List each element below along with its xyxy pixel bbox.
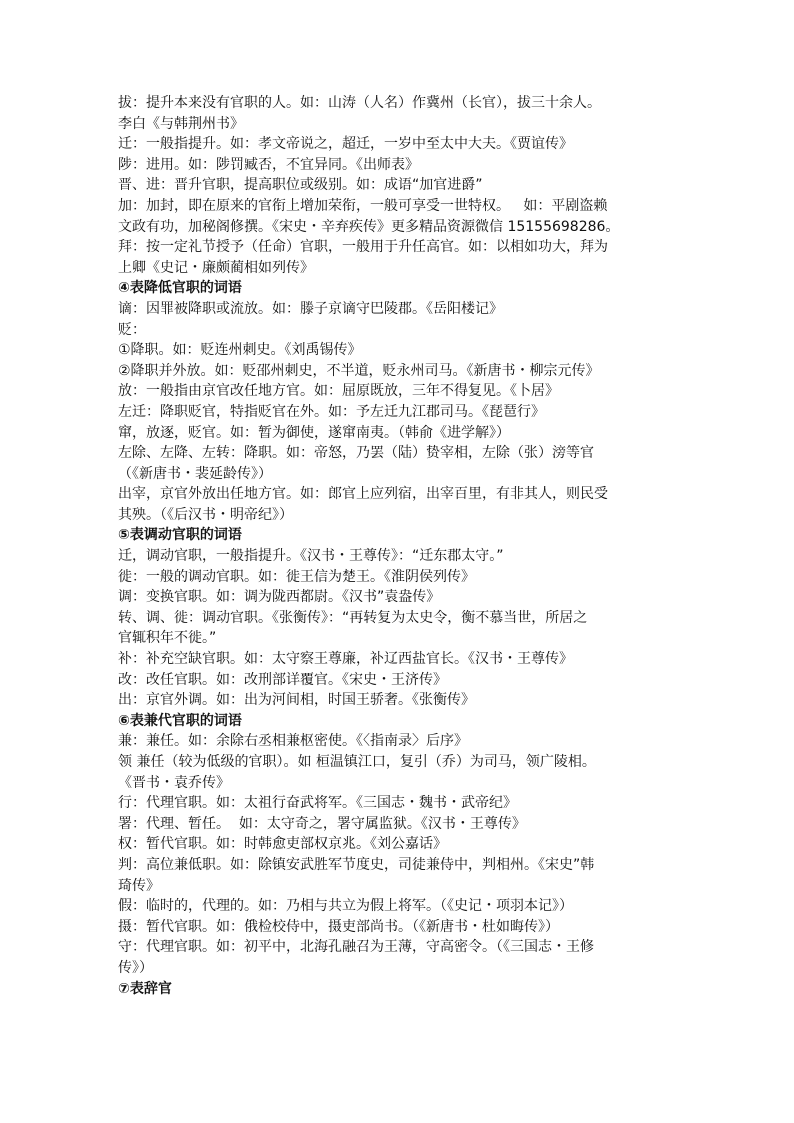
text-line: 左迁：降职贬官，特指贬官在外。如：予左迁九江郡司马。《琵琶行》 bbox=[118, 403, 545, 420]
section-heading: ④表降低官职的词语 bbox=[118, 280, 242, 297]
text-line: 摄：暂代官职。如：俄检校侍中，摄吏部尚书。（《新唐书・杜如晦传》） bbox=[118, 918, 559, 935]
text-line: 转、调、徙：调动官职。《张衡传》：“再转复为太史令，衡不慕当世，所居之 bbox=[118, 609, 588, 626]
text-line: 署：代理、暂任。 如：太守奇之，署守属监狱。《汉书・王尊传》 bbox=[118, 815, 526, 832]
text-line: 窜，放逐，贬官。如：暂为御使，遂窜南夷。（韩俞《进学解》） bbox=[118, 424, 510, 441]
text-line: 谪：因罪被降职或流放。如：滕子京谪守巴陵郡。《岳阳楼记》 bbox=[118, 300, 503, 317]
section-heading: ⑥表兼代官职的词语 bbox=[118, 712, 242, 729]
text-line: 徙：一般的调动官职。如：徙王信为楚王。《淮阴侯列传》 bbox=[118, 568, 475, 585]
text-line: 行：代理官职。如：太祖行奋武将军。《三国志・魏书・武帝纪》 bbox=[118, 795, 517, 812]
section-heading: ⑤表调动官职的词语 bbox=[118, 527, 242, 544]
text-line: 陟：进用。如：陟罚臧否，不宜异同。《出师表》 bbox=[118, 156, 419, 173]
text-line: 上卿《史记・廉颇蔺相如列传》 bbox=[118, 259, 314, 276]
document-body bbox=[118, 93, 680, 999]
text-line: 文政有功，加秘阁修撰。《宋史・辛弃疾传》更多精品资源微信 15155698286。 bbox=[118, 218, 620, 235]
text-line: 改：改任官职。如：改刑部详覆官。《宋史・王济传》 bbox=[118, 671, 447, 688]
text-line: 判：高位兼低职。如：除镇安武胜军节度史，司徒兼侍中，判相州。《宋史”韩 bbox=[118, 856, 595, 873]
text-line: ②降职并外放。如：贬邵州刺史，不半道，贬永州司马。《新唐书・柳宗元传》 bbox=[118, 362, 600, 379]
text-line: 领 兼任（较为低级的官职）。如 桓温镇江口，复引（乔）为司马，领广陵相。 bbox=[118, 754, 596, 770]
text-line: 加：加封，即在原来的官衔上增加荣衔，一般可享受一世特权。 如：平剧盗赖 bbox=[118, 197, 608, 214]
text-line: 调：变换官职。如：调为陇西都尉。《汉书”袁盎传》 bbox=[118, 589, 441, 606]
text-line: 李白《与韩荆州书》 bbox=[118, 115, 244, 132]
text-line: （《新唐书・裴延龄传》） bbox=[118, 465, 272, 482]
text-line: 拜：按一定礼节授予（任命）官职，一般用于升任高官。如：以相如功大，拜为 bbox=[118, 239, 608, 256]
text-line: 迁：一般指提升。如：孝文帝说之，超迁，一岁中至太中大夫。《贾谊传》 bbox=[118, 136, 573, 153]
text-line: 出宰，京官外放出任地方官。如：郎官上应列宿，出宰百里，有非其人，则民受 bbox=[118, 486, 608, 503]
text-line: 《晋书・袁乔传》 bbox=[118, 774, 230, 791]
section-heading: ⑦表辞官 bbox=[118, 980, 172, 997]
text-line: 官辄积年不徙。” bbox=[118, 630, 217, 647]
text-line: ①降职。如：贬连州刺史。《刘禹锡传》 bbox=[118, 342, 362, 359]
text-line: 晋、进：晋升官职，提高职位或级别。如：成语“加官进爵” bbox=[118, 177, 483, 194]
text-line: 兼：兼任。如：余除右丞相兼枢密使。《〈指南录〉后序》 bbox=[118, 733, 468, 750]
text-line: 左除、左降、左转：降职。如：帝怒，乃罢（陆）贽宰相，左除（张）滂等官 bbox=[118, 445, 594, 462]
text-line: 传》） bbox=[118, 959, 153, 976]
text-line: 其殃。（《后汉书・明帝纪》） bbox=[118, 506, 293, 523]
text-line: 拔：提升本来没有官职的人。如：山涛（人名）作冀州（长官），拔三十余人。 bbox=[118, 95, 601, 111]
text-line: 放：一般指由京官改任地方官。如：屈原既放，三年不得复见。《卜居》 bbox=[118, 383, 559, 400]
text-line: 贬： bbox=[118, 321, 146, 338]
text-line: 假：临时的，代理的。如：乃相与共立为假上将军。（《史记・项羽本记》） bbox=[118, 898, 573, 915]
text-line: 琦传》 bbox=[118, 877, 160, 894]
text-line: 权：暂代官职。如：时韩愈吏部权京兆。《刘公嘉话》 bbox=[118, 836, 447, 853]
text-line: 迁，调动官职，一般指提升。《汉书・王尊传》：“迁东郡太守。” bbox=[118, 548, 504, 565]
text-line: 出：京官外调。如：出为河间相，时国王骄奢。《张衡传》 bbox=[118, 692, 475, 709]
text-line: 补：补充空缺官职。如：太守察王尊廉，补辽西盐官长。《汉书・王尊传》 bbox=[118, 651, 573, 668]
text-line: 守：代理官职。如：初平中，北海孔融召为王薄，守高密令。（《三国志・王修 bbox=[118, 939, 594, 956]
